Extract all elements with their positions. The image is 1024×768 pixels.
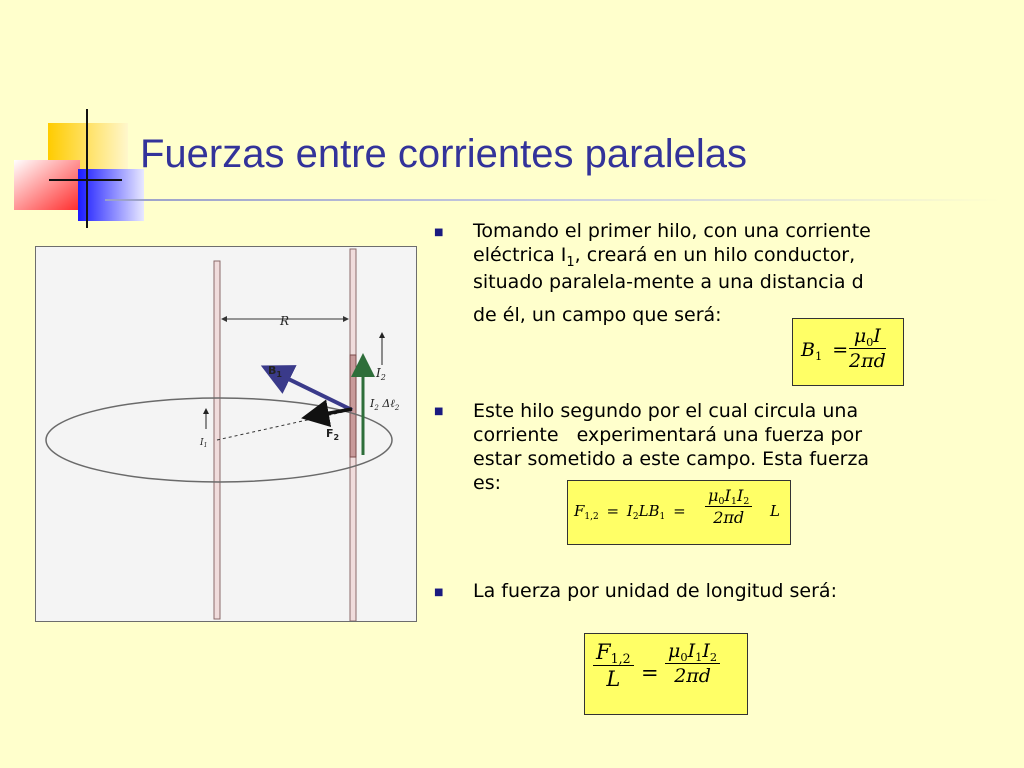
bullet-text-1 bbox=[473, 219, 993, 327]
label-R: R bbox=[280, 314, 290, 328]
page-title: Fuerzas entre corrientes paralelas bbox=[140, 132, 747, 176]
bullet-2-line-2: corriente experimentará una fuerza por bbox=[473, 424, 863, 446]
bullet-2-line-1: Este hilo segundo por el cual circula una bbox=[473, 400, 859, 422]
bullet-marker-1: ■ bbox=[434, 227, 444, 238]
wire-2-segment bbox=[350, 355, 356, 457]
slide-logo bbox=[0, 0, 150, 240]
equation-F12: $F_{1,2} = I_2LB_1$ = $\frac{\mu_0I_1I_2}{2\pi d}$ L bbox=[567, 480, 791, 545]
label-B1: $B_1$ bbox=[268, 364, 282, 379]
bullet-1-line-4: de él, un campo que será: bbox=[473, 304, 722, 326]
wires-diagram bbox=[36, 247, 416, 621]
bullet-marker-2: ■ bbox=[434, 406, 444, 417]
bullet-1-line-1: Tomando el primer hilo, con una corriente bbox=[473, 220, 871, 242]
equation-force-per-length: $\frac{F_{1,2}}{L}$ = $\frac{\mu_0I_1I_2}{2\pi d}$ bbox=[584, 633, 748, 715]
bullet-text-3 bbox=[473, 579, 993, 603]
label-I2: $I_2$ bbox=[376, 366, 386, 382]
parallel-wires-figure bbox=[35, 246, 417, 622]
label-F2: $F_2$ bbox=[326, 427, 340, 442]
bullet-2-line-4: es: bbox=[473, 472, 501, 494]
bullet-marker-3: ■ bbox=[434, 587, 444, 598]
equation-B1: $B_1$ = $\frac{\mu_0I}{2\pi d}$ bbox=[792, 318, 904, 386]
bullet-3-line-1: La fuerza por unidad de longitud será: bbox=[473, 580, 837, 602]
F2-vector bbox=[308, 409, 352, 417]
bullet-1-line-2: eléctrica $I_1$, creará en un hilo conductor, bbox=[473, 244, 856, 270]
bullet-1-line-3: situado paralela-mente a una distancia d bbox=[473, 271, 864, 293]
label-I2-dl: $I_2$ Δℓ$_2$ bbox=[370, 397, 400, 412]
title-underline bbox=[105, 199, 1000, 201]
label-I1: $I_1$ bbox=[200, 438, 208, 449]
bullet-2-line-3: estar sometido a este campo. Esta fuerza bbox=[473, 448, 870, 470]
